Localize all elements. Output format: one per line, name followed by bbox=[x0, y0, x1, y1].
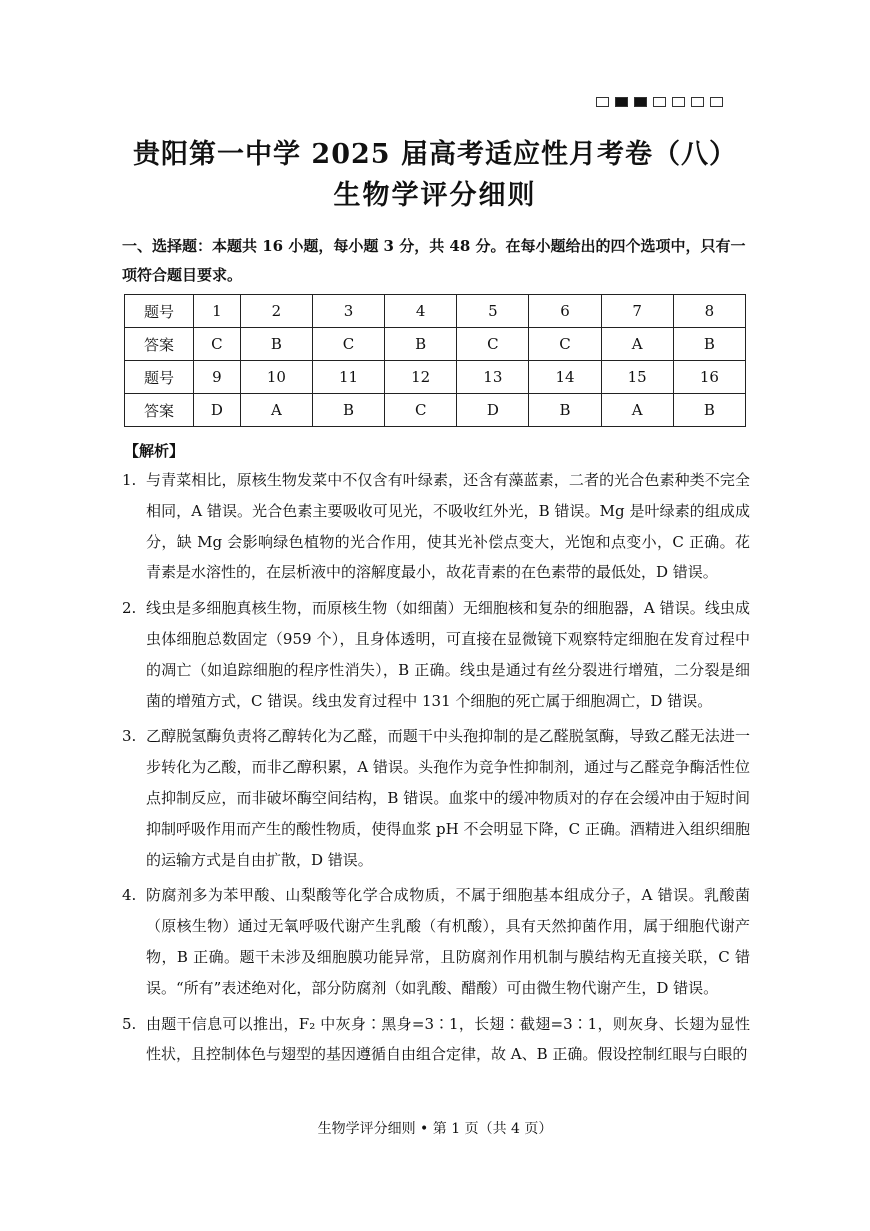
item-text: 由题干信息可以推出，F₂ 中灰身∶黑身=3∶1，长翅∶截翅=3∶1，则灰身、长翅为显性性状，且控制体色与翅型的基因遵循自由组合定律，故 A、B 正确。假设控制红眼与白眼的 bbox=[146, 1014, 750, 1064]
item-number: 3. bbox=[122, 727, 137, 746]
table-cell: A bbox=[240, 394, 312, 427]
table-cell: C bbox=[194, 328, 241, 361]
table-row bbox=[125, 394, 746, 427]
item-number: 2. bbox=[122, 599, 137, 618]
marker-box bbox=[653, 97, 666, 107]
table-row bbox=[125, 295, 746, 328]
table-cell: A bbox=[601, 328, 673, 361]
table-cell: 6 bbox=[529, 295, 601, 328]
table-cell: 15 bbox=[601, 361, 673, 394]
marker-box bbox=[672, 97, 685, 107]
table-cell: B bbox=[673, 394, 745, 427]
table-cell: 7 bbox=[601, 295, 673, 328]
list-item bbox=[122, 880, 750, 1003]
item-text: 线虫是多细胞真核生物，而原核生物（如细菌）无细胞核和复杂的细胞器，A 错误。线虫成虫体细胞总数固定（959 个），且身体透明，可直接在显微镜下观察特定细胞在发育过程中的凋亡（如追踪细胞的程序性消失），B 正确。线虫是通过有丝分裂进行增殖，二分裂是细菌的增殖方式，C 错误。线虫发育过程中 131 个细胞的死亡属于细胞凋亡，D 错误。 bbox=[146, 599, 750, 710]
table-cell: 10 bbox=[240, 361, 312, 394]
table-cell: A bbox=[601, 394, 673, 427]
table-cell: C bbox=[529, 328, 601, 361]
item-text: 防腐剂多为苯甲酸、山梨酸等化学合成物质，不属于细胞基本组成分子，A 错误。乳酸菌（原核生物）通过无氧呼吸代谢产生乳酸（有机酸），具有天然抑菌作用，属于细胞代谢产物，B 正确。题干未涉及细胞膜功能异常，且防腐剂作用机制与膜结构无直接关联，C 错误。“所有”表述绝对化，部分防腐剂（如乳酸、醋酸）可由微生物代谢产生，D 错误。 bbox=[146, 886, 750, 997]
row-label: 答案 bbox=[125, 328, 194, 361]
list-item bbox=[122, 465, 750, 588]
table-cell: C bbox=[457, 328, 529, 361]
marker-box bbox=[596, 97, 609, 107]
analysis-list bbox=[122, 465, 750, 1075]
table-cell: B bbox=[673, 328, 745, 361]
table-cell: 11 bbox=[312, 361, 384, 394]
table-cell: 12 bbox=[385, 361, 457, 394]
item-number: 4. bbox=[122, 886, 137, 905]
table-cell: 4 bbox=[385, 295, 457, 328]
item-number: 1. bbox=[122, 471, 137, 489]
table-cell: 14 bbox=[529, 361, 601, 394]
table-cell: 2 bbox=[240, 295, 312, 328]
table-cell: 9 bbox=[194, 361, 241, 394]
table-cell: C bbox=[385, 394, 457, 427]
marker-box bbox=[615, 97, 628, 107]
table-cell: 13 bbox=[457, 361, 529, 394]
item-text: 乙醇脱氢酶负责将乙醇转化为乙醛，而题干中头孢抑制的是乙醛脱氢酶，导致乙醛无法进一步转化为乙酸，而非乙醇积累，A 错误。头孢作为竞争性抑制剂，通过与乙醛竞争酶活性位点抑制反应，而非破坏酶空间结构，B 错误。血浆中的缓冲物质对的存在会缓冲由于短时间抑制呼吸作用而产生的酸性物质，使得血浆 pH 不会明显下降，C 正确。酒精进入组织细胞的运输方式是自由扩散，D 错误。 bbox=[146, 727, 750, 869]
table-cell: C bbox=[312, 328, 384, 361]
document-subtitle: 生物学评分细则 bbox=[333, 180, 537, 211]
table-cell: B bbox=[312, 394, 384, 427]
item-number: 5. bbox=[122, 1014, 137, 1033]
section-heading: 一、选择题：本题共 16 小题，每小题 3 分，共 48 分。在每小题给出的四个选项中，只有一项符合题目要求。 bbox=[122, 237, 746, 284]
table-cell: 8 bbox=[673, 295, 745, 328]
marker-box bbox=[634, 97, 647, 107]
answer-table bbox=[124, 294, 746, 427]
document-title: 贵阳第一中学 2025 届高考适应性月考卷（八） bbox=[133, 139, 737, 170]
page-footer: 生物学评分细则 • 第 1 页（共 4 页） bbox=[317, 1121, 553, 1137]
table-cell: D bbox=[194, 394, 241, 427]
item-text: 与青菜相比，原核生物发菜中不仅含有叶绿素，还含有藻蓝素，二者的光合色素种类不完全相同，A 错误。光合色素主要吸收可见光，不吸收红外光，B 错误。Mg 是叶绿素的组成成分，缺 Mg 会影响绿色植物的光合作用，使其光补偿点变大，光饱和点变小，C 正确。花青素是水溶性的，在层析液中的溶解度最小，故花青素的在色素带的最低处，D 错误。 bbox=[146, 471, 750, 582]
table-cell: B bbox=[529, 394, 601, 427]
table-cell: 5 bbox=[457, 295, 529, 328]
row-label: 题号 bbox=[125, 361, 194, 394]
row-label: 答案 bbox=[125, 394, 194, 427]
marker-box bbox=[710, 97, 723, 107]
table-cell: B bbox=[385, 328, 457, 361]
list-item bbox=[122, 1009, 750, 1071]
table-cell: B bbox=[240, 328, 312, 361]
list-item bbox=[122, 593, 750, 716]
table-cell: 16 bbox=[673, 361, 745, 394]
analysis-label: 【解析】 bbox=[124, 442, 185, 460]
row-label: 题号 bbox=[125, 295, 194, 328]
table-cell: D bbox=[457, 394, 529, 427]
table-row bbox=[125, 328, 746, 361]
page-marker-boxes bbox=[596, 97, 723, 107]
table-cell: 1 bbox=[194, 295, 241, 328]
table-cell: 3 bbox=[312, 295, 384, 328]
table-row bbox=[125, 361, 746, 394]
marker-box bbox=[691, 97, 704, 107]
list-item bbox=[122, 721, 750, 875]
